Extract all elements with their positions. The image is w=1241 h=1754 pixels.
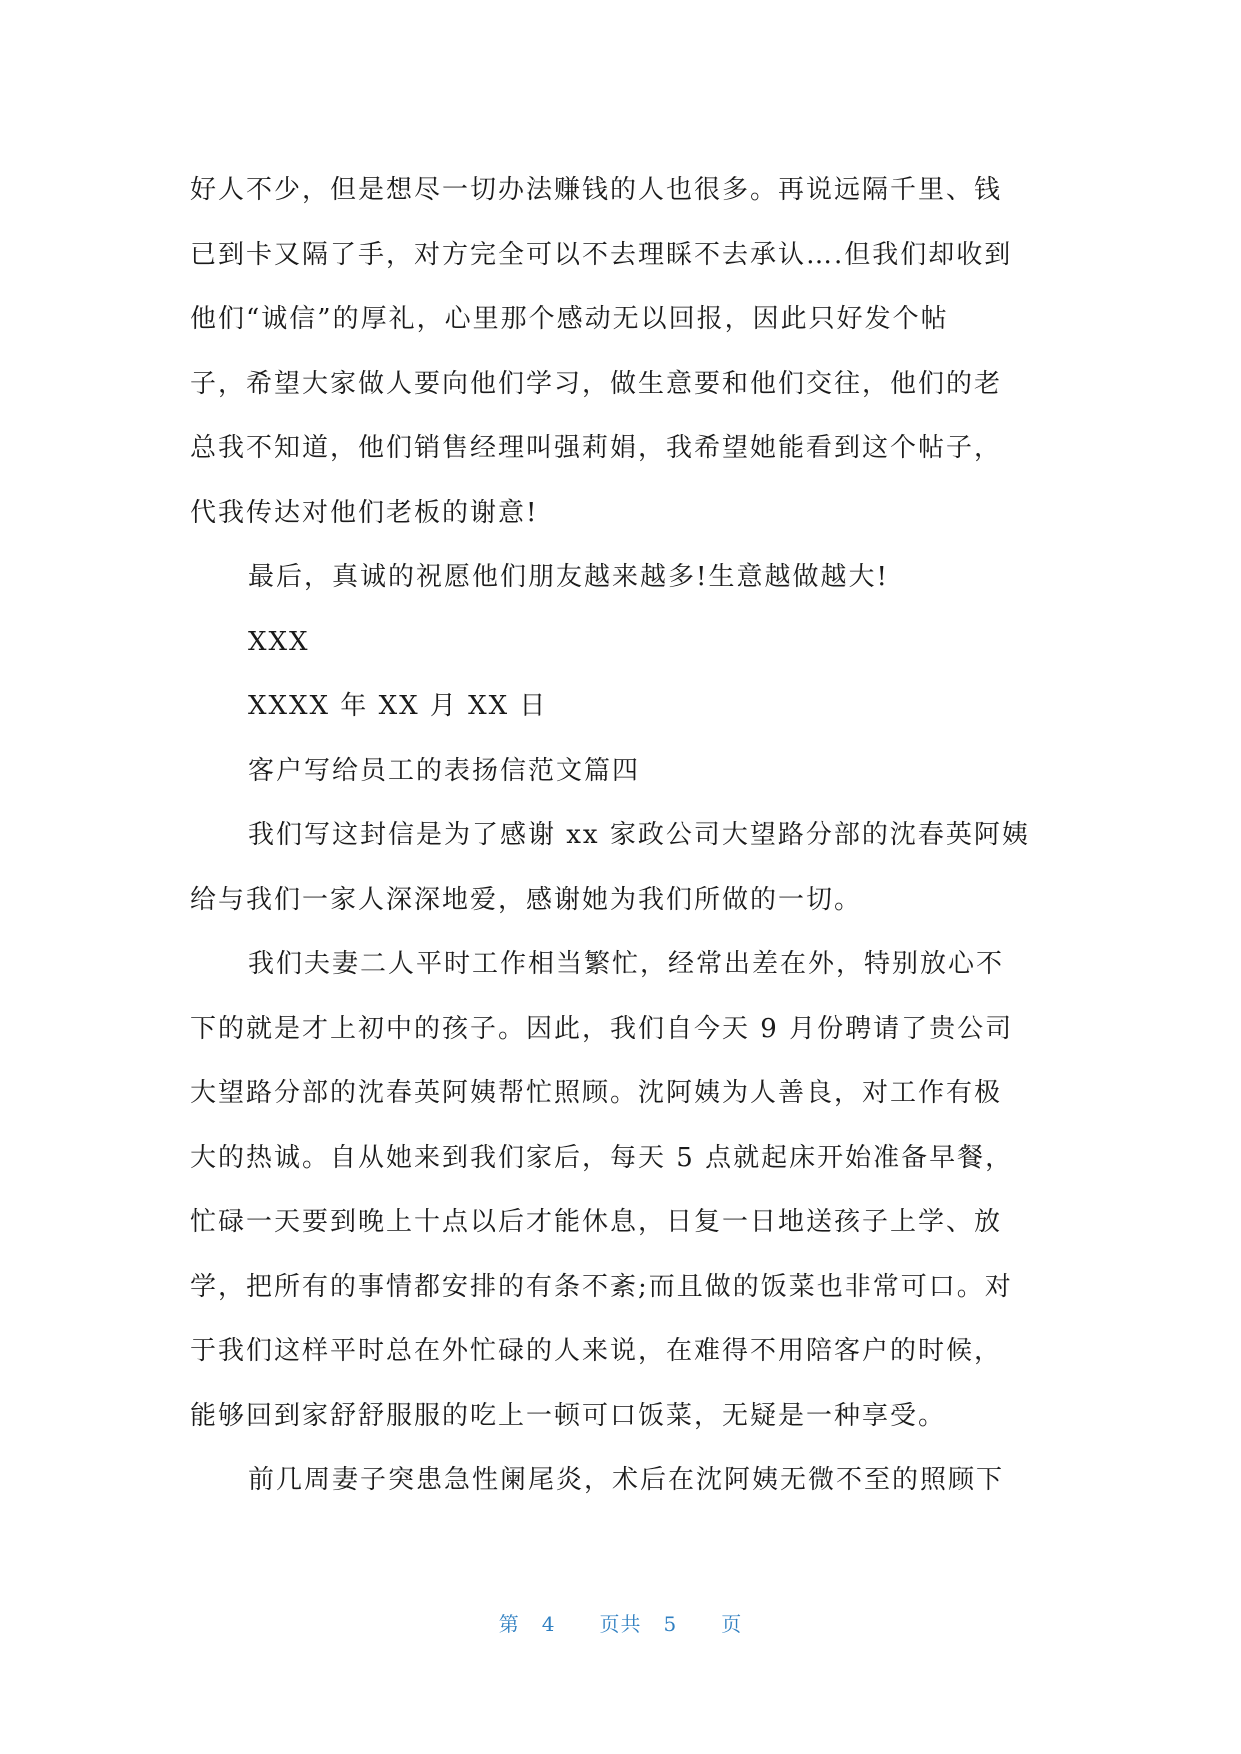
paragraph-start: 前几周妻子突患急性阑尾炎，术后在沈阿姨无微不至的照顾下 [248,1465,1005,1495]
signature-date: XXXX 年 XX 月 XX 日 [248,691,548,721]
text-line: 于我们这样平时总在外忙碌的人来说，在难得不用陪客户的时候， [190,1336,1003,1366]
text-line: 总我不知道，他们销售经理叫强莉娟，我希望她能看到这个帖子， [190,433,1003,463]
text-line: 大的热诚。自从她来到我们家后，每天 5 点就起床开始准备早餐， [190,1142,1014,1173]
text-line: 能够回到家舒舒服服的吃上一顿可口饭菜，无疑是一种享受。 [190,1400,947,1431]
section-heading: 客户写给员工的表扬信范文篇四 [248,755,641,786]
signature-name: XXX [248,626,310,657]
paragraph-start: 我们写这封信是为了感谢 xx 家政公司大望路分部的沈春英阿姨 [248,820,1030,850]
footer-page-number: 4 [541,1612,556,1636]
page-footer [0,1608,1241,1637]
text-line: 学，把所有的事情都安排的有条不紊;而且做的饭菜也非常可口。对 [190,1271,1013,1302]
footer-prefix: 第 [498,1612,520,1636]
text-line: 代我传达对他们老板的谢意! [190,497,539,528]
closing-wish: 最后，真诚的祝愿他们朋友越来越多!生意越做越大! [248,562,889,592]
text-line: 子，希望大家做人要向他们学习，做生意要和他们交往，他们的老 [190,368,1003,399]
text-line: 他们“诚信”的厚礼，心里那个感动无以回报，因此只好发个帖 [190,304,949,334]
text-line: 给与我们一家人深深地爱，感谢她为我们所做的一切。 [190,884,863,915]
text-line: 忙碌一天要到晚上十点以后才能休息，日复一日地送孩子上学、放 [190,1207,1003,1237]
footer-total-pages: 5 [663,1612,678,1636]
document-body [190,158,1060,1513]
text-line: 大望路分部的沈春英阿姨帮忙照顾。沈阿姨为人善良，对工作有极 [190,1078,1003,1108]
footer-suffix: 页 [721,1612,743,1636]
text-line: 好人不少，但是想尽一切办法赚钱的人也很多。再说远隔千里、钱 [190,175,1003,205]
text-line: 已到卡又隔了手，对方完全可以不去理睬不去承认….但我们却收到 [190,239,1013,270]
text-line: 下的就是才上初中的孩子。因此，我们自今天 9 月份聘请了贵公司 [190,1013,1014,1044]
footer-middle: 页共 [599,1612,642,1636]
paragraph-start: 我们夫妻二人平时工作相当繁忙，经常出差在外，特别放心不 [248,949,1005,979]
